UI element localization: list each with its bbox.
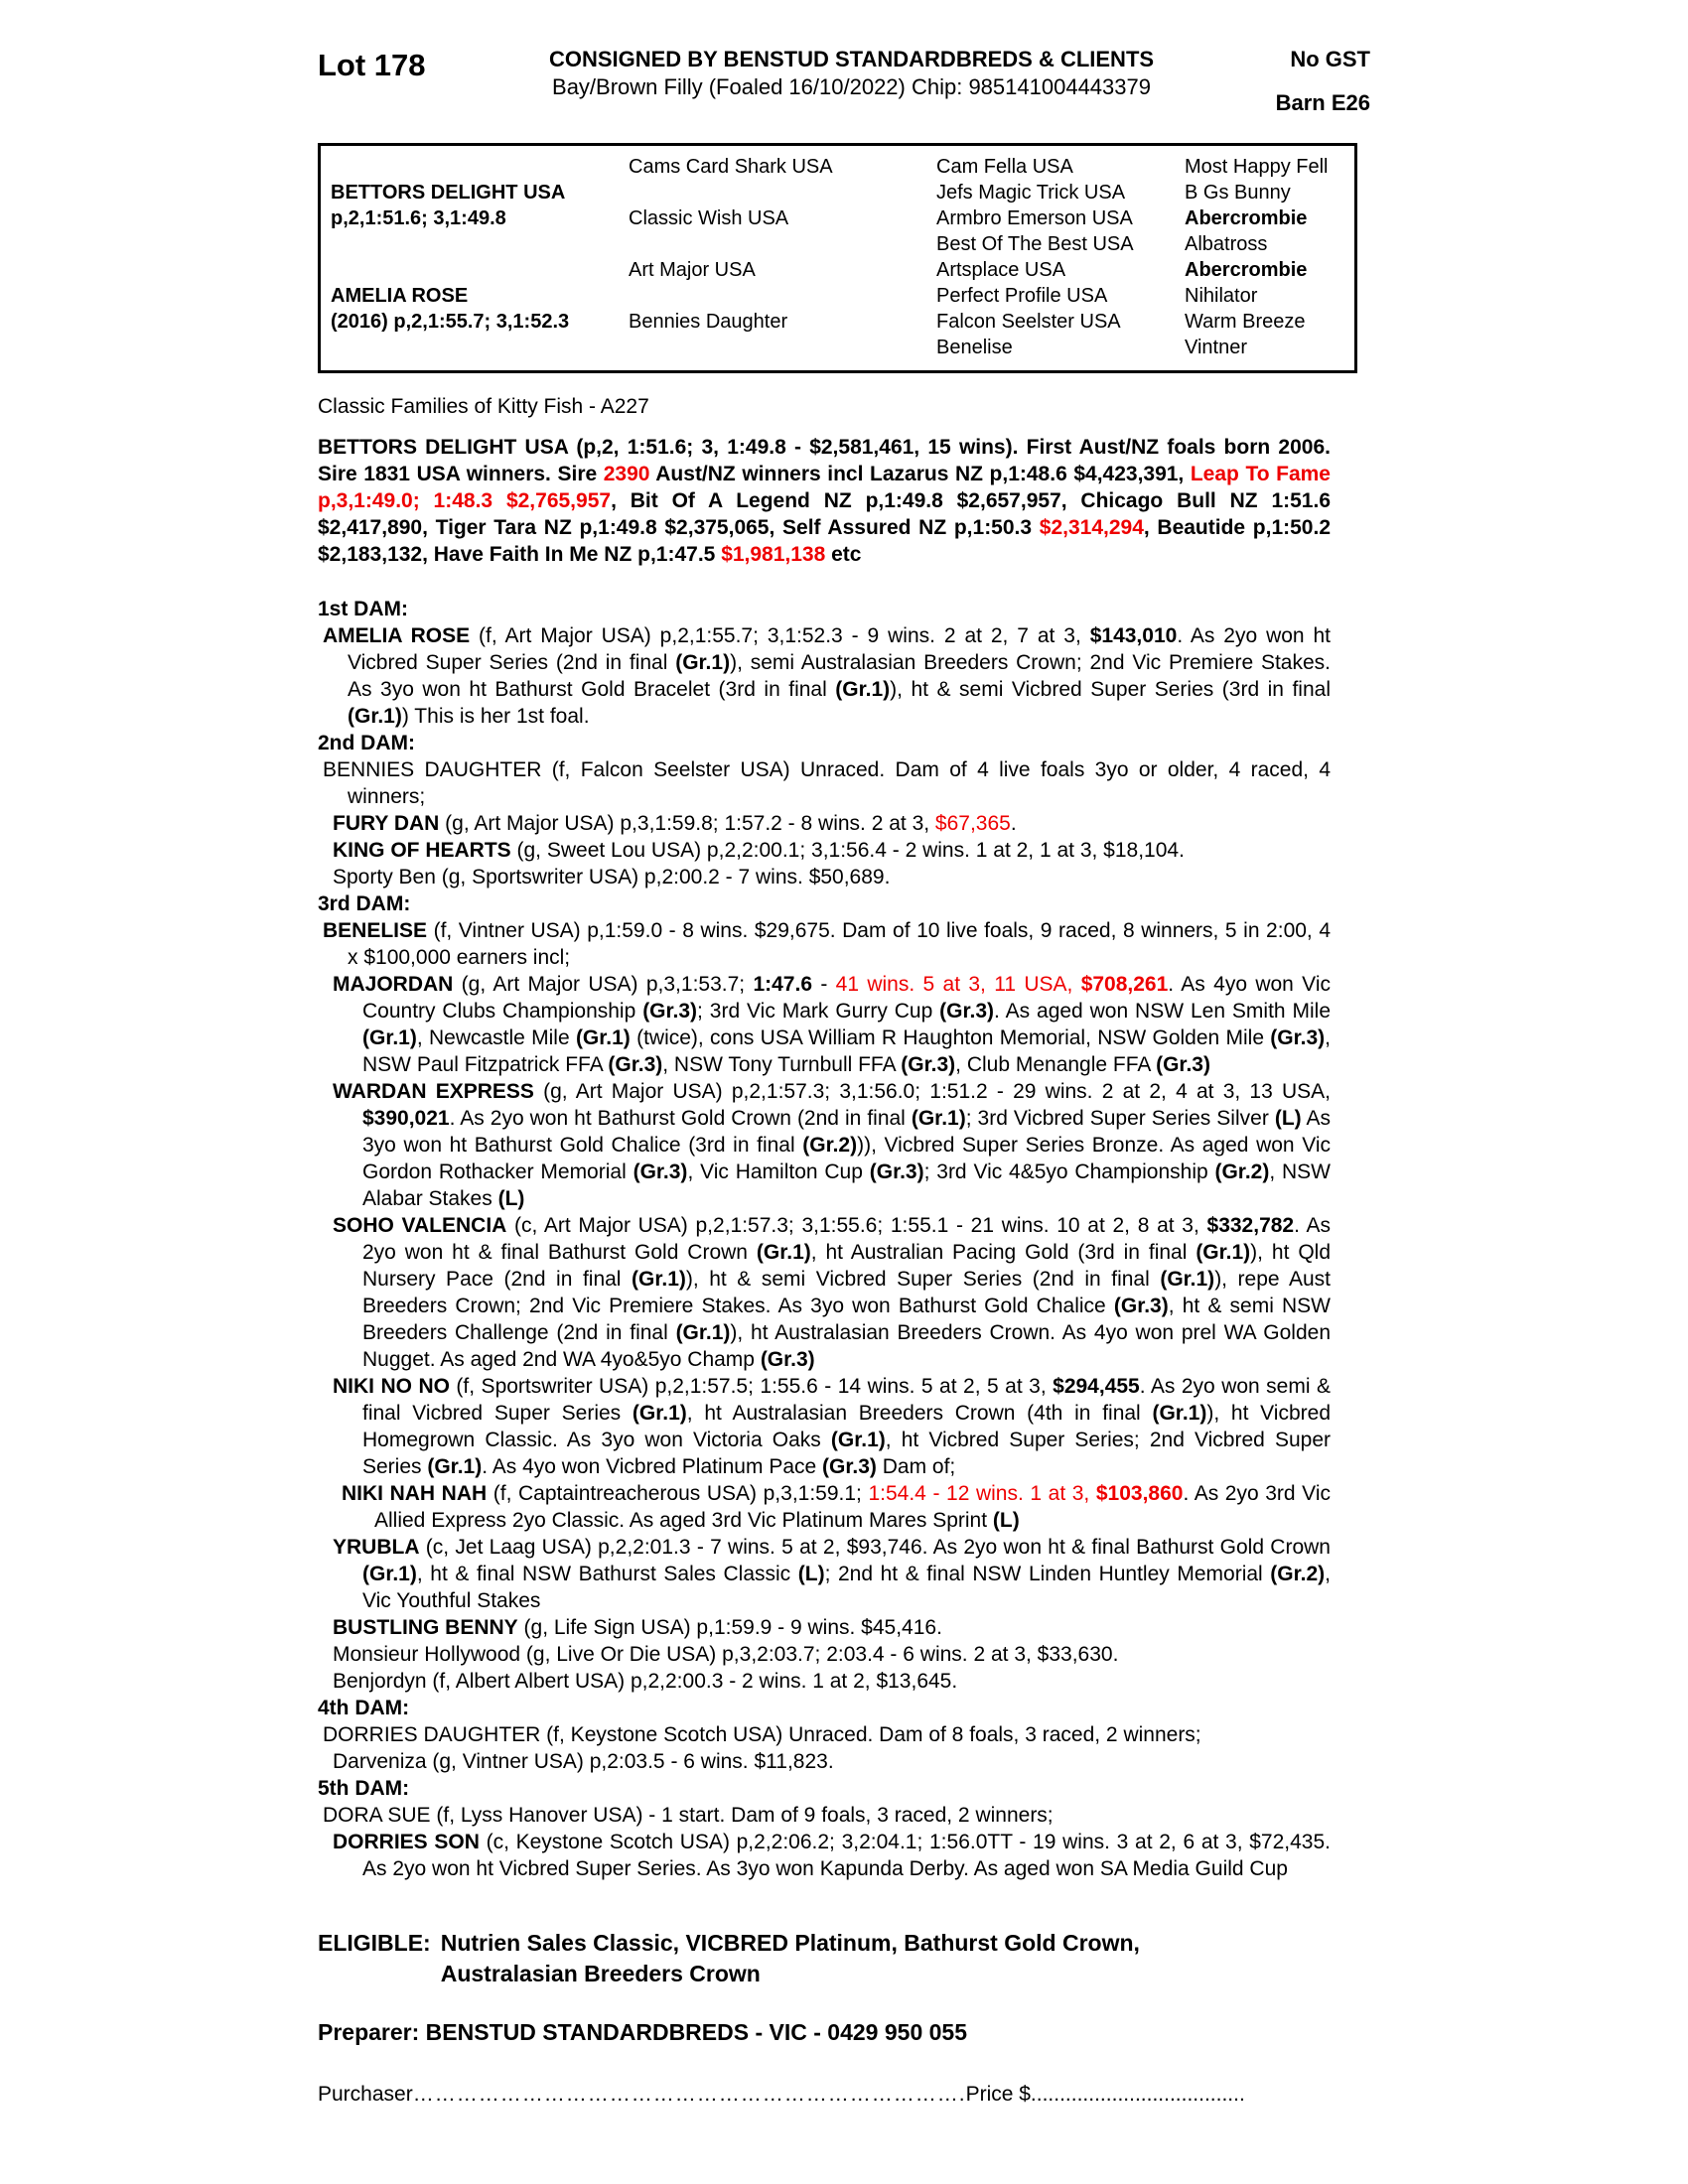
text-run: SOHO VALENCIA	[333, 1214, 507, 1237]
pedigree-table	[318, 143, 1357, 373]
text-run: ), ht Australasian Breeders Crown. As 4yo won prel WA Golden Nugget. As aged 2nd WA 4yo&5yo Champ	[362, 1321, 1331, 1371]
great-grandparent-name: Perfect Profile USA	[936, 285, 1108, 307]
text-run: (c, Art Major USA) p,2,1:57.3; 3,1:55.6; 1:55.1 - 21 wins. 10 at 2, 8 at 3,	[506, 1214, 1207, 1237]
great-grandparent-name: Cam Fella USA	[936, 156, 1073, 178]
gg-grandparent-name	[1185, 154, 1354, 180]
pedigree-entry	[318, 917, 1331, 971]
text-run: (f, Sportswriter USA) p,2,1:57.5; 1:55.6 - 14 wins. 5 at 2, 5 at 3,	[449, 1375, 1054, 1398]
pedigree-col-gg-grandparents	[1185, 154, 1354, 360]
text-run: NIKI NO NO	[333, 1375, 450, 1398]
eligibility-block	[318, 1928, 1331, 1989]
barn-number: Barn E26	[1275, 90, 1370, 115]
gst-status: No GST	[1290, 47, 1370, 71]
text-run: YRUBLA	[333, 1536, 420, 1559]
text-run: (L)	[992, 1509, 1020, 1532]
text-run: (Gr.3)	[901, 1053, 956, 1076]
text-run: $390,021	[362, 1107, 450, 1130]
pedigree-entry	[318, 756, 1331, 810]
gg-grandparent-name	[1185, 231, 1354, 257]
text-run: BENNIES DAUGHTER (f, Falcon Seelster USA) Unraced. Dam of 4 live foals 3yo or older, 4 raced, 4 winners;	[323, 758, 1331, 808]
horse-description: Bay/Brown Filly (Foaled 16/10/2022) Chip: 985141004443379	[552, 74, 1151, 99]
text-run: DORA SUE (f, Lyss Hanover USA) - 1 start. Dam of 9 foals, 3 raced, 2 winners;	[323, 1804, 1054, 1827]
pedigree-col-parents	[331, 154, 629, 360]
purchaser-label: Purchaser	[318, 2083, 413, 2106]
text-run: (f, Captaintreacherous USA) p,3,1:59.1;	[487, 1482, 869, 1505]
text-run: $332,782	[1206, 1214, 1295, 1237]
pedigree-entry	[318, 1614, 1331, 1641]
pedigree-entry	[318, 1668, 1331, 1695]
grandparent-name: Art Major USA	[629, 259, 756, 281]
text-run: , NSW Paul Fitzpatrick FFA	[362, 1026, 1331, 1076]
pedigree-entry	[318, 1534, 1331, 1614]
text-run: ; 3rd Vic 4&5yo Championship	[923, 1160, 1215, 1183]
lot-number: Lot 178	[318, 48, 426, 82]
text-run: Most Happy Fell	[1185, 156, 1329, 178]
purchaser-price-line	[318, 2081, 1331, 2108]
text-run: (L)	[497, 1187, 525, 1210]
text-run: (Gr.2)	[802, 1134, 858, 1157]
price-label: Price $	[965, 2083, 1031, 2106]
text-run: DORRIES SON	[333, 1831, 480, 1853]
pedigree-entry	[318, 622, 1331, 730]
consignor-line: CONSIGNED BY BENSTUD STANDARDBREDS & CLIENTS	[548, 47, 1155, 71]
text-run: (Gr.3)	[939, 1000, 995, 1023]
pedigree-entry	[318, 1212, 1331, 1373]
dam-section-heading: 5th DAM:	[318, 1777, 410, 1800]
text-run: Monsieur Hollywood (g, Live Or Die USA) p,3,2:03.7; 2:03.4 - 6 wins. 2 at 3, $33,630.	[333, 1643, 1119, 1666]
text-run: (twice), cons USA William R Haughton Memorial, NSW Golden Mile	[630, 1026, 1271, 1049]
pedigree-cell-empty	[331, 335, 629, 360]
text-run: 1:47.6	[753, 973, 812, 996]
text-run: As 3yo won ht Bathurst Gold Chalice (3rd in final	[362, 1107, 1332, 1157]
header-right	[1182, 46, 1370, 117]
text-run: Abercrombie	[1185, 259, 1308, 281]
text-run: ), repe Aust Breeders Crown; 2nd Vic Premiere Stakes. As 3yo won Bathurst Gold Chalice	[362, 1268, 1332, 1317]
sire-summary-paragraph	[318, 434, 1331, 568]
text-run: , Club Menangle FFA	[955, 1053, 1157, 1076]
text-run: , ht & final NSW Bathurst Sales Classic	[416, 1563, 798, 1585]
text-run: ), ht & semi Vicbred Super Series (3rd in final	[890, 678, 1331, 701]
pedigree-entry	[318, 864, 1331, 890]
text-run: (Gr.1)	[830, 1429, 886, 1451]
dam-section-heading: 2nd DAM:	[318, 732, 415, 754]
price-dotted-leader: .....................................	[1030, 2083, 1245, 2106]
text-run: $143,010	[1089, 624, 1178, 647]
text-run: (c, Keystone Scotch USA) p,2,2:06.2; 3,2:04.1; 1:56.0TT - 19 wins. 3 at 2, 6 at 3, $72,435. As 2yo won ht Vicbred Super Series. As 3yo won Kapunda Derby. As aged won SA Media Guild Cup	[362, 1831, 1331, 1880]
text-run: NIKI NAH NAH	[342, 1482, 488, 1505]
header	[318, 46, 1370, 117]
text-run: (Gr.1)	[348, 705, 402, 728]
pedigree-cell-empty	[629, 283, 936, 309]
text-run: (g, Art Major USA) p,3,1:53.7;	[453, 973, 754, 996]
text-run: (c, Jet Laag USA) p,2,2:01.3 - 7 wins. 5 at 2, $93,746. As 2yo won ht & final Bathurst Gold Crown	[419, 1536, 1331, 1559]
great-grandparent-name: Jefs Magic Trick USA	[936, 182, 1126, 204]
text-run: BUSTLING BENNY	[333, 1616, 518, 1639]
text-run: (Gr.1)	[1160, 1268, 1215, 1291]
text-run: , ht & semi NSW Breeders Challenge (2nd in final	[362, 1295, 1332, 1344]
text-run: (Gr.2)	[1214, 1160, 1270, 1183]
text-run: (g, Art Major USA) p,2,1:57.3; 3,1:56.0; 1:51.2 - 29 wins. 2 at 2, 4 at 3, 13 USA,	[533, 1080, 1332, 1103]
text-run: (Gr.1)	[632, 1268, 686, 1291]
text-run: (f, Art Major USA) p,2,1:55.7; 3,1:52.3 - 9 wins. 2 at 2, 7 at 3,	[470, 624, 1090, 647]
text-run: )), Vicbred Super Series Bronze. As aged won Vic Gordon Rothacker Memorial	[362, 1134, 1331, 1183]
text-run: , ht Australasian Breeders Crown (4th in final	[686, 1402, 1153, 1425]
text-run: (Gr.1)	[911, 1107, 966, 1130]
eligible-line-1: Nutrien Sales Classic, VICBRED Platinum, Bathurst Gold Crown,	[440, 1930, 1140, 1956]
text-run: Dam of;	[876, 1455, 956, 1478]
text-run: . As 4yo won Vicbred Platinum Pace	[482, 1455, 823, 1478]
text-run: Leap To Fame p,3,1:49.0; 1:48.3 $2,765,957	[318, 463, 1331, 512]
text-run: WARDAN EXPRESS	[333, 1080, 534, 1103]
text-run: (Gr.1)	[632, 1402, 687, 1425]
family-reference: Classic Families of Kitty Fish - A227	[318, 395, 649, 418]
text-run: Aust/NZ winners incl Lazarus NZ p,1:48.6 $4,423,391,	[649, 463, 1191, 485]
gg-grandparent-name	[1185, 180, 1354, 205]
text-run: , Vic Hamilton Cup	[687, 1160, 870, 1183]
text-run: B Gs Bunny	[1185, 182, 1291, 204]
text-run: (Gr.1)	[362, 1563, 417, 1585]
text-run: MAJORDAN	[333, 973, 454, 996]
gg-grandparent-name	[1185, 257, 1354, 283]
text-run: . As 2yo 3rd Vic Allied Express 2yo Classic. As aged 3rd Vic Platinum Mares Sprint	[374, 1482, 1331, 1532]
dam-record: (2016) p,2,1:55.7; 3,1:52.3	[331, 311, 570, 333]
pedigree-entry	[318, 1480, 1331, 1534]
dam-name: AMELIA ROSE	[331, 285, 469, 307]
text-run: (f, Vintner USA) p,1:59.0 - 8 wins. $29,675. Dam of 10 live foals, 9 raced, 8 winners, 5 in 2:00, 4 x $100,000 earners incl;	[348, 919, 1331, 969]
text-run: (Gr.1)	[835, 678, 891, 701]
pedigree-entry	[318, 971, 1331, 1078]
grandparent-name: Cams Card Shark USA	[629, 156, 833, 178]
text-run: ), ht Qld Nursery Pace (2nd in final	[362, 1241, 1331, 1291]
text-run: (Gr.1)	[675, 651, 731, 674]
pedigree-entry	[318, 1078, 1331, 1212]
text-run: (Gr.1)	[1152, 1402, 1207, 1425]
pedigree-entry	[318, 1641, 1331, 1668]
text-run: , Beautide p,1:50.2 $2,183,132, Have Faith In Me NZ p,1:47.5	[318, 516, 1331, 566]
great-grandparent-name: Falcon Seelster USA	[936, 311, 1121, 333]
dam-section-heading: 3rd DAM:	[318, 892, 411, 915]
text-run: (Gr.1)	[575, 1026, 631, 1049]
pedigree-entry	[318, 1829, 1331, 1882]
eligible-series	[441, 1928, 1140, 1989]
text-run: Albatross	[1185, 233, 1268, 255]
text-run: (Gr.1)	[362, 1026, 417, 1049]
text-run: KING OF HEARTS	[333, 839, 511, 862]
dam-section-heading: 4th DAM:	[318, 1697, 410, 1719]
great-grandparent-name: Benelise	[936, 337, 1013, 358]
text-run: (Gr.3)	[1270, 1026, 1326, 1049]
text-run: . As 2yo won ht Vicbred Super Series (2nd in final	[348, 624, 1332, 674]
sire-record: p,2,1:51.6; 3,1:49.8	[331, 207, 506, 229]
text-run: (Gr.3)	[642, 1000, 698, 1023]
gg-grandparent-name	[1185, 283, 1354, 309]
text-run: (Gr.3)	[822, 1455, 877, 1478]
great-grandparent-name: Best Of The Best USA	[936, 233, 1134, 255]
text-run: $708,261	[1080, 973, 1169, 996]
text-run: (Gr.3)	[869, 1160, 924, 1183]
text-run: etc	[825, 543, 862, 566]
text-run: (L)	[1274, 1107, 1302, 1130]
eligible-label: ELIGIBLE:	[318, 1930, 431, 1956]
text-run: . As 4yo won Vic Country Clubs Championship	[362, 973, 1331, 1023]
text-run: (Gr.1)	[1196, 1241, 1251, 1264]
pedigree-cell-empty	[629, 231, 936, 257]
preparer-line: Preparer: BENSTUD STANDARDBREDS - VIC - 0429 950 055	[318, 2019, 967, 2045]
pedigree-cell-empty	[331, 231, 629, 257]
text-run: BENELISE	[323, 919, 428, 942]
gg-grandparent-name	[1185, 335, 1354, 360]
text-run: , NSW Tony Turnbull FFA	[662, 1053, 902, 1076]
text-run: , ht Vicbred Super Series; 2nd Vicbred Super Series	[362, 1429, 1331, 1478]
pedigree-col-great-grandparents	[936, 154, 1185, 360]
text-run: BETTORS DELIGHT USA (p,2, 1:51.6; 3, 1:49.8 - $2,581,461, 15 wins). First Aust/NZ foals born 2006. Sire 1831 USA winners. Sire	[318, 436, 1331, 485]
purchaser-dotted-leader: ………………………………………………………………….	[412, 2083, 966, 2106]
text-run: Vintner	[1185, 337, 1248, 358]
text-run: ; 3rd Vicbred Super Series Silver	[965, 1107, 1275, 1130]
great-grandparent-name: Artsplace USA	[936, 259, 1066, 281]
great-grandparent-name: Armbro Emerson USA	[936, 207, 1133, 229]
pedigree-entry	[318, 1748, 1331, 1775]
text-run: (Gr.1)	[427, 1455, 483, 1478]
text-run: AMELIA ROSE	[323, 624, 471, 647]
text-run: .	[1010, 812, 1017, 835]
text-run: Abercrombie	[1185, 207, 1308, 229]
text-run: ), semi Australasian Breeders Crown; 2nd Vic Premiere Stakes. As 3yo won ht Bathurst Gold Bracelet (3rd in final	[348, 651, 1331, 701]
text-run: , NSW Alabar Stakes	[362, 1160, 1331, 1210]
text-run: $67,365	[934, 812, 1011, 835]
pedigree-entry	[318, 1721, 1331, 1748]
text-run: . As aged won NSW Len Smith Mile	[994, 1000, 1331, 1023]
text-run: ; 2nd ht & final NSW Linden Huntley Memorial	[824, 1563, 1271, 1585]
header-center	[521, 46, 1182, 101]
text-run: (Gr.3)	[633, 1160, 688, 1183]
text-run: (g, Life Sign USA) p,1:59.9 - 9 wins. $45,416.	[517, 1616, 942, 1639]
text-run: . As 2yo won ht Bathurst Gold Crown (2nd in final	[449, 1107, 912, 1130]
pedigree-entry	[318, 837, 1331, 864]
pedigree-entry	[318, 1802, 1331, 1829]
text-run: (Gr.2)	[1270, 1563, 1326, 1585]
pedigree-entry	[318, 1373, 1331, 1480]
text-run: $294,455	[1053, 1375, 1140, 1398]
text-run: Nihilator	[1185, 285, 1258, 307]
text-run: Warm Breeze	[1185, 311, 1306, 333]
grandparent-name: Bennies Daughter	[629, 311, 788, 333]
gg-grandparent-name	[1185, 205, 1354, 231]
text-run: $1,981,138	[721, 543, 826, 566]
gg-grandparent-name	[1185, 309, 1354, 335]
text-run: FURY DAN	[333, 812, 440, 835]
text-run: (Gr.3)	[608, 1053, 663, 1076]
text-run: (Gr.1)	[675, 1321, 731, 1344]
text-run: Sporty Ben (g, Sportswriter USA) p,2:00.2 - 7 wins. $50,689.	[333, 866, 891, 888]
text-run: (Gr.3)	[1156, 1053, 1210, 1076]
text-run: (g, Art Major USA) p,3,1:59.8; 1:57.2 - 8 wins. 2 at 3,	[439, 812, 935, 835]
text-run: ), ht & semi Vicbred Super Series (2nd in final	[685, 1268, 1161, 1291]
text-run: Benjordyn (f, Albert Albert USA) p,2,2:00.3 - 2 wins. 1 at 2, $13,645.	[333, 1670, 958, 1693]
dam-sections	[318, 596, 1331, 1882]
pedigree-cell-empty	[331, 257, 629, 283]
text-run: (Gr.3)	[760, 1348, 815, 1371]
text-run: , Bit Of A Legend NZ p,1:49.8 $2,657,957, Chicago Bull NZ 1:51.6 $2,417,890, Tiger Tara NZ p,1:49.8 $2,375,065, Self Assured NZ p,1:50.3	[318, 489, 1331, 539]
text-run: (L)	[797, 1563, 825, 1585]
text-run: (g, Sweet Lou USA) p,2,2:00.1; 3,1:56.4 - 2 wins. 1 at 2, 1 at 3, $18,104.	[510, 839, 1185, 862]
text-run: -	[812, 973, 836, 996]
text-run: (Gr.1)	[756, 1241, 811, 1264]
pedigree-cell-empty	[629, 335, 936, 360]
pedigree-entry	[318, 810, 1331, 837]
text-run: $103,860	[1095, 1482, 1184, 1505]
text-run: DORRIES DAUGHTER (f, Keystone Scotch USA) Unraced. Dam of 8 foals, 3 raced, 2 winners;	[323, 1723, 1201, 1746]
eligible-line-2: Australasian Breeders Crown	[440, 1961, 761, 1986]
text-run: , Vic Youthful Stakes	[362, 1563, 1331, 1612]
text-run: ), ht Vicbred Homegrown Classic. As 3yo won Victoria Oaks	[362, 1402, 1332, 1451]
text-run: ; 3rd Vic Mark Gurry Cup	[697, 1000, 940, 1023]
pedigree-cell-empty	[331, 154, 629, 180]
dam-section-heading: 1st DAM:	[318, 598, 409, 620]
text-run: 1:54.4 - 12 wins. 1 at 3,	[868, 1482, 1096, 1505]
text-run: $2,314,294	[1039, 516, 1144, 539]
text-run: 41 wins. 5 at 3, 11 USA,	[835, 973, 1081, 996]
text-run: (Gr.3)	[1113, 1295, 1169, 1317]
text-run: 2390	[603, 463, 650, 485]
pedigree-col-grandparents	[629, 154, 936, 360]
text-run: . As 2yo won ht & final Bathurst Gold Crown	[362, 1214, 1331, 1264]
grandparent-name: Classic Wish USA	[629, 207, 789, 229]
text-run: , Newcastle Mile	[416, 1026, 576, 1049]
pedigree-cell-empty	[629, 180, 936, 205]
text-run: , ht Australian Pacing Gold (3rd in final	[810, 1241, 1196, 1264]
text-run: Darveniza (g, Vintner USA) p,2:03.5 - 6 wins. $11,823.	[333, 1750, 834, 1773]
sire-name: BETTORS DELIGHT USA	[331, 182, 566, 204]
text-run: ) This is her 1st foal.	[401, 705, 590, 728]
text-run: . As 2yo won semi & final Vicbred Super Series	[362, 1375, 1332, 1425]
